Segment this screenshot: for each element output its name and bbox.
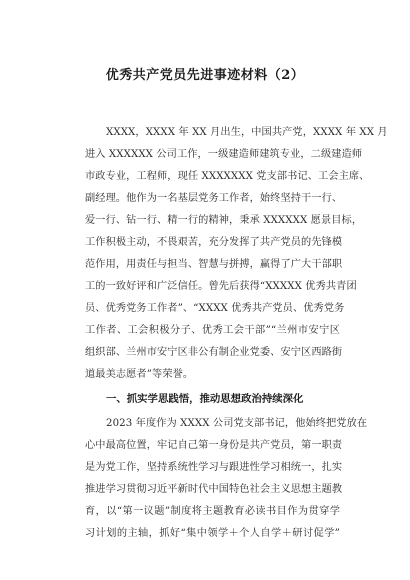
- paragraph-line: 范作用，用责任与担当、智慧与拼搏，赢得了广大干部职: [85, 259, 343, 270]
- paragraph-line: 员、优秀党务工作者”、“XXXX 优秀共产党员、优秀党务: [85, 303, 345, 314]
- paragraph-line: 道最美志愿者”等荣誉。: [85, 369, 194, 380]
- paragraph-line: 市政专业，工程师，现任 XXXXXXX 党支部书记、工会主席、: [85, 171, 370, 182]
- paragraph-line: XXXX，XXXX 年 XX 月出生，中国共产党，XXXX 年 XX 月: [106, 127, 388, 138]
- paragraph-line: 进入 XXXXXX 公司工作，一级建造师建筑专业，二级建造师: [85, 149, 363, 160]
- paragraph-line: 2023 年度作为 XXXX 公司党支部书记，他始终把党放在: [106, 418, 368, 429]
- paragraph-line: 组织部、兰州市安宁区非公有制企业党委、安宁区西路街: [85, 347, 343, 358]
- paragraph-line: 心中最高位置，牢记自己第一身份是共产党员，第一职责: [85, 440, 343, 451]
- paragraph-line: 副经理。他作为一名基层党务工作者，始终坚持干一行、: [85, 193, 343, 204]
- paragraph-line: 是为党工作，坚持系统性学习与跟进性学习相统一，扎实: [85, 462, 343, 473]
- paragraph-line: 工的一致好评和广泛信任。曾先后获得“XXXXX 优秀共青团: [85, 281, 357, 292]
- paragraph-line: 育，以“第一议题”制度将主题教育必读书目作为贯穿学: [85, 506, 340, 517]
- paragraph-line: 推进学习贯彻习近平新时代中国特色社会主义思想主题教: [85, 484, 343, 495]
- paragraph-line: 工作者、工会积极分子、优秀工会干部”“兰州市安宁区: [85, 325, 340, 336]
- paragraph-line: 工作积极主动，不畏艰苦，充分发挥了共产党员的先锋模: [85, 237, 343, 248]
- paragraph-line: 爱一行、钻一行、精一行的精神，秉承 XXXXXX 愿景目标，: [85, 215, 363, 226]
- paragraph-line: 习计划的主轴，抓好“集中领学＋个人自学＋研讨促学”: [85, 528, 340, 539]
- section-heading: 一、抓实学思践悟，推动思想政治持续深化: [106, 393, 304, 405]
- document-title: 优秀共产党员先进事迹材料（2）: [105, 68, 305, 83]
